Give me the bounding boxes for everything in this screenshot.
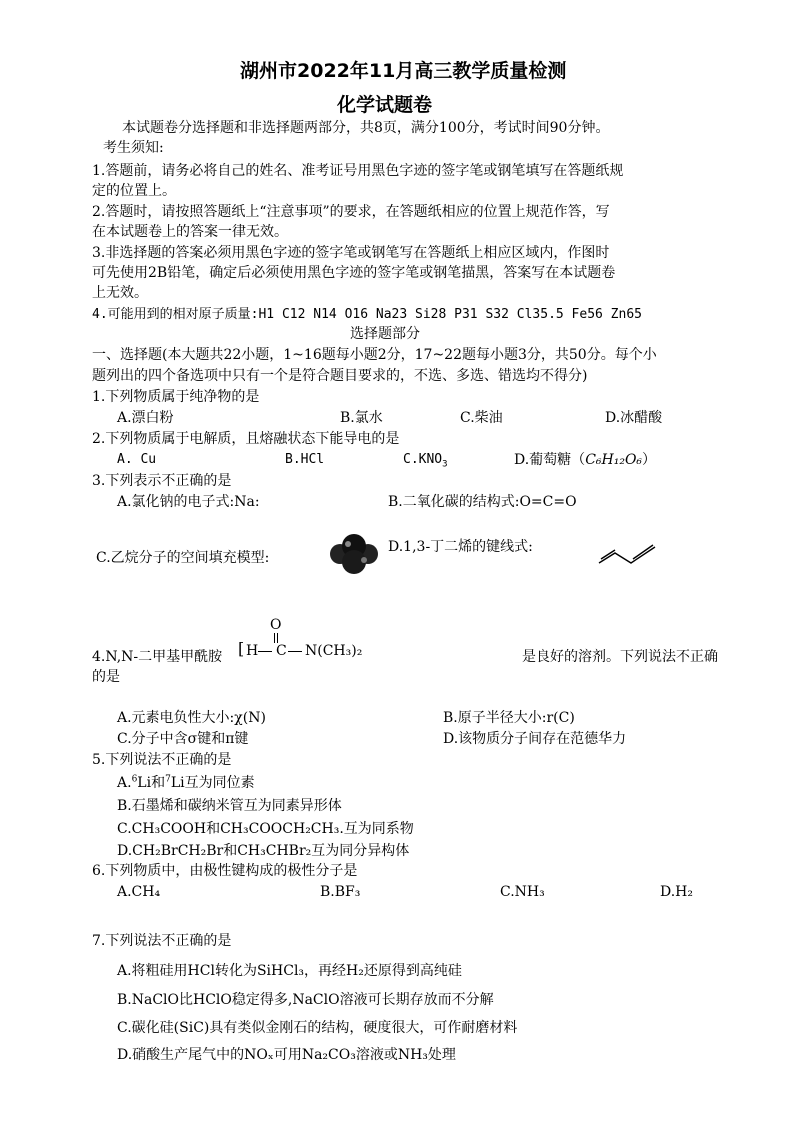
option-a: A.CH₄ xyxy=(117,884,161,900)
notice-item: 定的位置上。 xyxy=(92,183,176,199)
section-instructions: 一、选择题(本大题共22小题，1~16题每小题2分，17~22题每小题3分，共50分。每个小 xyxy=(92,347,657,363)
option-b: B.石墨烯和碳纳米管互为同素异形体 xyxy=(117,798,342,814)
question-stem: 3.下列表示不正确的是 xyxy=(92,473,232,489)
page-subtitle: 化学试题卷 xyxy=(337,94,433,116)
notice-item: 在本试题卷上的答案一律无效。 xyxy=(92,224,288,240)
option-b: B.BF₃ xyxy=(320,884,361,900)
question-stem: 4.N,N-二甲基甲酰胺 xyxy=(92,649,223,665)
option-c: C.NH₃ xyxy=(500,884,545,900)
struct-c: C xyxy=(276,643,287,659)
notice-item: 1.答题前，请务必将自己的姓名、准考证号用黑色字迹的签字笔或钢笔填写在答题纸规 xyxy=(92,163,624,179)
question-stem: 7.下列说法不正确的是 xyxy=(92,933,232,949)
question-stem: 1.下列物质属于纯净物的是 xyxy=(92,389,260,405)
option-a: A.元素电负性大小:χ(N) xyxy=(117,710,266,726)
question-stem-continued: 的是 xyxy=(92,669,120,685)
option-c: C.乙烷分子的空间填充模型: xyxy=(96,550,270,566)
option-a: A.氯化钠的电子式:Na: xyxy=(117,494,260,510)
option-b: B.二氧化碳的结构式:O=C=O xyxy=(388,494,577,510)
notice-item: 可先使用2B铅笔，确定后必须使用黑色字迹的签字笔或钢笔描黑，答案写在本试题卷 xyxy=(92,265,616,281)
option-a: A.漂白粉 xyxy=(117,410,174,426)
question-stem: 5.下列说法不正确的是 xyxy=(92,752,232,768)
option-b: B.HCl xyxy=(285,452,325,467)
option-d: D.葡萄糖（C₆H₁₂O₆） xyxy=(514,452,657,468)
question-stem: 6.下列物质中，由极性键构成的极性分子是 xyxy=(92,863,358,879)
question-stem: 2.下列物质属于电解质，且熔融状态下能导电的是 xyxy=(92,431,400,447)
option-c: C.碳化硅(SiC)具有类似金刚石的结构，硬度很大，可作耐磨材料 xyxy=(117,1020,518,1036)
option-c: C.柴油 xyxy=(460,410,503,426)
question-stem-continued: 是良好的溶剂。下列说法不正确 xyxy=(522,649,718,665)
option-c: C.CH₃COOH和CH₃COOCH₂CH₃.互为同系物 xyxy=(117,821,414,837)
option-b: B.氯水 xyxy=(340,410,383,426)
option-b: B.原子半径大小:r(C) xyxy=(443,710,575,726)
option-d: D.CH₂BrCH₂Br和CH₃CHBr₂互为同分异构体 xyxy=(117,843,410,859)
notice-heading: 考生须知: xyxy=(103,140,164,156)
option-d: D.硝酸生产尾气中的NOₓ可用Na₂CO₃溶液或NH₃处理 xyxy=(117,1047,456,1063)
struct-h: H xyxy=(246,643,259,659)
struct-o: O xyxy=(270,617,282,633)
section-instructions: 题列出的四个备选项中只有一个是符合题目要求的，不选、多选、错选均不得分) xyxy=(92,368,588,384)
option-c: C.分子中含σ键和π键 xyxy=(117,731,249,747)
option-d: D.1,3-丁二烯的键线式: xyxy=(388,539,533,555)
notice-item: 4.可能用到的相对原子质量:H1 C12 N14 O16 Na23 Si28 P31 S32 Cl35.5 Fe56 Zn65 xyxy=(92,307,642,322)
option-a: A.将粗硅用HCl转化为SiHCl₃，再经H₂还原得到高纯硅 xyxy=(117,963,462,979)
page-title: 湖州市2022年11月高三教学质量检测 xyxy=(240,60,567,82)
option-c: $C.KNO_3$ xyxy=(403,452,448,470)
ethane-space-filling-model xyxy=(326,534,382,574)
butadiene-skeletal-formula xyxy=(597,541,659,567)
dmf-structure: [ H C N(CH₃)₂ xyxy=(238,639,363,659)
option-b: B.NaClO比HClO稳定得多,NaClO溶液可长期存放而不分解 xyxy=(117,992,494,1008)
intro-text: 本试题卷分选择题和非选择题两部分，共8页，满分100分，考试时间90分钟。 xyxy=(122,120,610,136)
option-a: A. Cu xyxy=(117,452,157,467)
struct-n: N(CH₃)₂ xyxy=(305,643,363,659)
notice-item: 3.非选择题的答案必须用黑色字迹的签字笔或钢笔写在答题纸上相应区域内，作图时 xyxy=(92,245,610,261)
option-d: D.该物质分子间存在范德华力 xyxy=(443,731,627,747)
notice-item: 上无效。 xyxy=(92,285,148,301)
option-a: A.$^6$Li和$^7$Li互为同位素 xyxy=(117,774,255,791)
notice-item: 2.答题时，请按照答题纸上“注意事项”的要求，在答题纸相应的位置上规范作答，写 xyxy=(92,204,610,220)
option-d: D.H₂ xyxy=(660,884,693,900)
section-title: 选择题部分 xyxy=(350,326,420,342)
option-d: D.冰醋酸 xyxy=(605,410,663,426)
